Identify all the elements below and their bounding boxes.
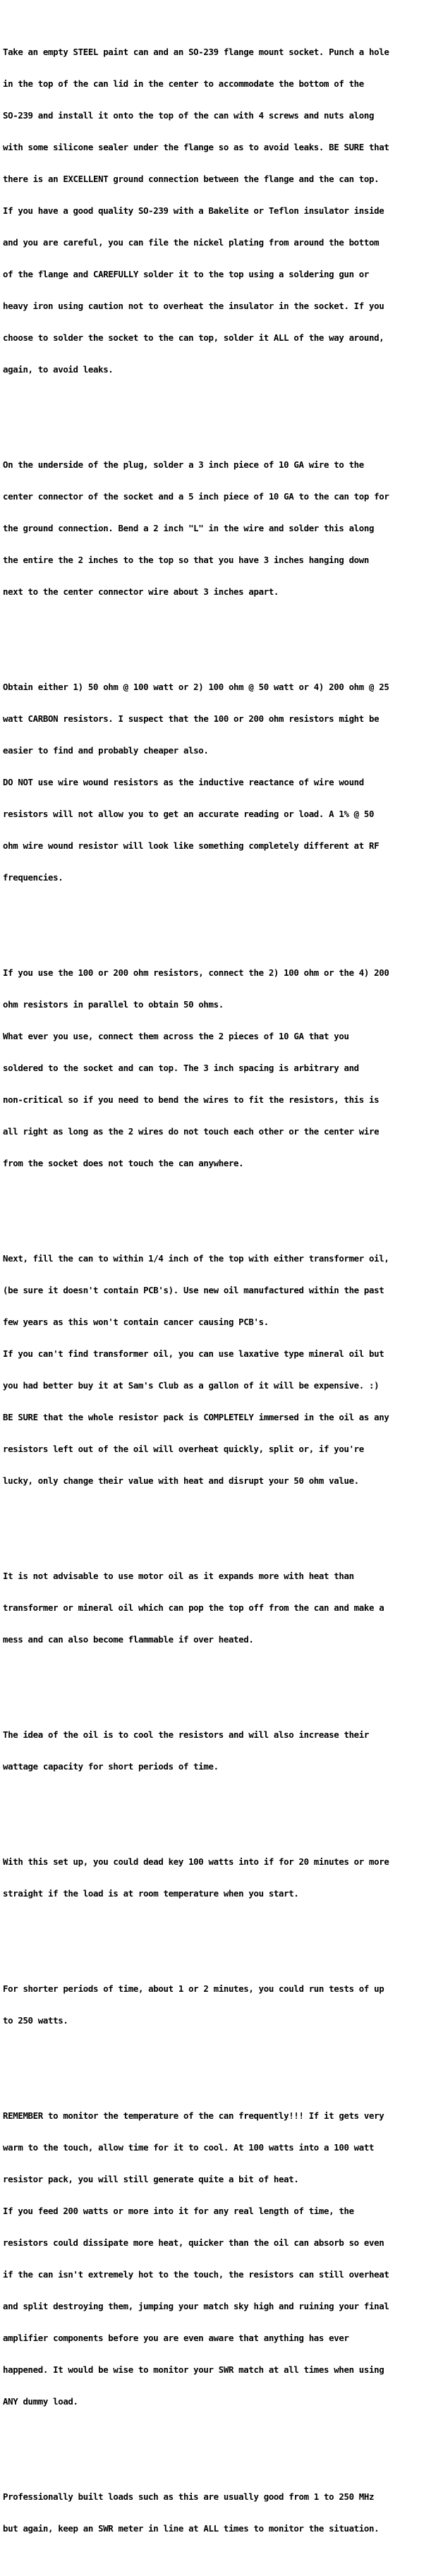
text-line: frequencies. xyxy=(3,872,63,883)
text-line: Professionally built loads such as this are usually good from 1 to 250 MHz xyxy=(3,2491,375,2502)
text-line: ANY dummy load. xyxy=(3,2396,78,2407)
text-line: and you are careful, you can file the nickel plating from around the bottom xyxy=(3,237,380,248)
paragraph-motor-oil-warning xyxy=(3,1549,443,1666)
paragraph-temperature-warning xyxy=(3,2089,443,2428)
text-line: SO-239 and install it onto the top of the can with 4 screws and nuts along xyxy=(3,110,375,121)
text-line: If you can't find transformer oil, you can use laxative type mineral oil but xyxy=(3,1348,384,1359)
text-line: mess and can also become flammable if over heated. xyxy=(3,1634,254,1645)
text-line: The idea of the oil is to cool the resistors and will also increase their xyxy=(3,1729,370,1740)
text-line: transformer or mineral oil which can pop the top off from the can and make a xyxy=(3,1602,384,1613)
paragraph-dead-key xyxy=(3,1835,443,1920)
text-line: there is an EXCELLENT ground connection between the flange and the can top. xyxy=(3,174,380,184)
text-line: of the flange and CAREFULLY solder it to the top using a soldering gun or xyxy=(3,269,370,279)
text-line: few years as this won't contain cancer causing PCB's. xyxy=(3,1317,269,1327)
text-line: center connector of the socket and a 5 inch piece of 10 GA to the can top for xyxy=(3,491,389,502)
text-line: Take an empty STEEL paint can and an SO-239 flange mount socket. Punch a hole xyxy=(3,47,389,57)
text-line: For shorter periods of time, about 1 or 2 minutes, you could run tests of up xyxy=(3,1983,384,1994)
text-line: (be sure it doesn't contain PCB's). Use new oil manufactured within the past xyxy=(3,1285,384,1295)
text-line: lucky, only change their value with heat and disrupt your 50 ohm value. xyxy=(3,1475,359,1486)
text-line: ohm resistors in parallel to obtain 50 ohms. xyxy=(3,999,224,1010)
text-line: and split destroying them, jumping your match sky high and ruining your final xyxy=(3,2301,389,2311)
text-line: soldered to the socket and can top. The 3 inch spacing is arbitrary and xyxy=(3,1063,359,1073)
text-line: Next, fill the can to within 1/4 inch of the top with either transformer oil, xyxy=(3,1253,389,1264)
text-line: all right as long as the 2 wires do not touch each other or the center wire xyxy=(3,1126,380,1137)
text-line: resistors will not allow you to get an accurate reading or load. A 1% @ 50 xyxy=(3,809,375,819)
text-line: choose to solder the socket to the can top, solder it ALL of the way around, xyxy=(3,332,384,343)
text-line: the entire the 2 inches to the top so that you have 3 inches hanging down xyxy=(3,555,370,565)
text-line: resistor pack, you will still generate quite a bit of heat. xyxy=(3,2174,299,2184)
paragraph-oil-purpose xyxy=(3,1708,443,1793)
text-line: to 250 watts. xyxy=(3,2015,68,2026)
text-line: wattage capacity for short periods of time. xyxy=(3,1761,219,1772)
text-line: On the underside of the plug, solder a 3 inch piece of 10 GA wire to the xyxy=(3,459,364,470)
paragraph-can-preparation xyxy=(3,25,443,396)
text-line: If you have a good quality SO-239 with a Bakelite or Teflon insulator inside xyxy=(3,205,384,216)
paragraph-short-tests xyxy=(3,1962,443,2047)
text-line: resistors could dissipate more heat, quicker than the oil can absorb so even xyxy=(3,2237,384,2248)
text-line: amplifier components before you are even aware that anything has ever xyxy=(3,2333,349,2343)
text-line: It is not advisable to use motor oil as it expands more with heat than xyxy=(3,1571,354,1581)
text-line: If you use the 100 or 200 ohm resistors, connect the 2) 100 ohm or the 4) 200 xyxy=(3,967,389,978)
text-line: if the can isn't extremely hot to the touch, the resistors can still overheat xyxy=(3,2269,389,2280)
text-line: with some silicone sealer under the flange so as to avoid leaks. BE SURE that xyxy=(3,142,389,152)
text-line: non-critical so if you need to bend the wires to fit the resistors, this is xyxy=(3,1094,380,1105)
text-line: the ground connection. Bend a 2 inch "L" in the wire and solder this along xyxy=(3,523,375,533)
text-line: again, to avoid leaks. xyxy=(3,364,114,375)
text-line: DO NOT use wire wound resistors as the inductive reactance of wire wound xyxy=(3,777,364,787)
text-line: in the top of the can lid in the center to accommodate the bottom of the xyxy=(3,78,364,89)
text-line: REMEMBER to monitor the temperature of the can frequently!!! If it gets very xyxy=(3,2110,384,2121)
paragraph-parallel-connection xyxy=(3,946,443,1190)
text-line: straight if the load is at room temperature when you start. xyxy=(3,1888,299,1899)
text-line: you had better buy it at Sam's Club as a gallon of it will be expensive. :) xyxy=(3,1380,380,1391)
text-line: from the socket does not touch the can anywhere. xyxy=(3,1158,244,1168)
text-line: Obtain either 1) 50 ohm @ 100 watt or 2) 100 ohm @ 50 watt or 4) 200 ohm @ 25 xyxy=(3,682,389,692)
text-line: next to the center connector wire about 3 inches apart. xyxy=(3,586,279,597)
text-line: happened. It would be wise to monitor your SWR match at all times when using xyxy=(3,2364,384,2375)
paragraph-oil-fill xyxy=(3,1232,443,1507)
text-line: What ever you use, connect them across the 2 pieces of 10 GA that you xyxy=(3,1031,349,1041)
text-line: easier to find and probably cheaper also. xyxy=(3,745,209,756)
text-line: resistors left out of the oil will overheat quickly, split or, if you're xyxy=(3,1444,364,1454)
text-line: If you feed 200 watts or more into it for any real length of time, the xyxy=(3,2206,354,2216)
text-line: watt CARBON resistors. I suspect that the 100 or 200 ohm resistors might be xyxy=(3,713,380,724)
paragraph-resistors xyxy=(3,660,443,904)
text-line: ohm wire wound resistor will look like something completely different at RF xyxy=(3,840,380,851)
text-line: but again, keep an SWR meter in line at ALL times to monitor the situation. xyxy=(3,2523,380,2534)
paragraph-wiring xyxy=(3,438,443,618)
text-line: BE SURE that the whole resistor pack is COMPLETELY immersed in the oil as any xyxy=(3,1412,389,1422)
paragraph-professional-loads xyxy=(3,2470,443,2555)
text-line: With this set up, you could dead key 100 watts into if for 20 minutes or more xyxy=(3,1856,389,1867)
text-line: heavy iron using caution not to overheat the insulator in the socket. If you xyxy=(3,301,384,311)
text-line: warm to the touch, allow time for it to cool. At 100 watts into a 100 watt xyxy=(3,2142,375,2153)
